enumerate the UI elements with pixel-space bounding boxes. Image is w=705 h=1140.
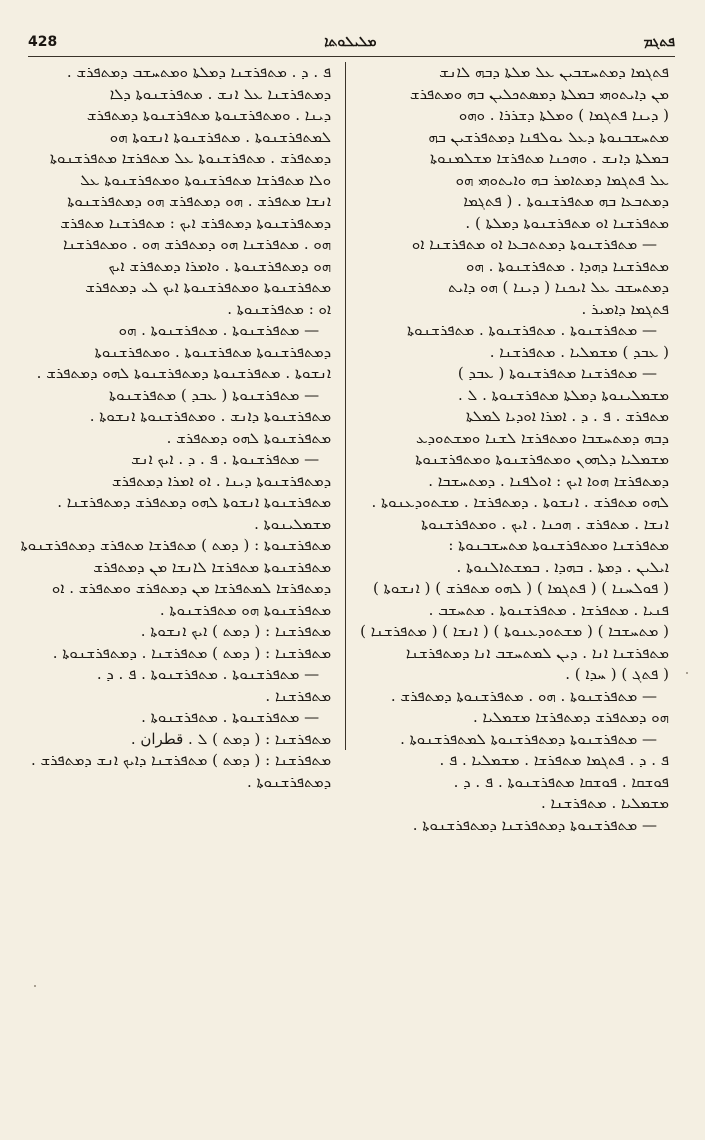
text-line: — ܡܬܦܪܫܢܘܬܐ . ܡܬܦܪܫܢܘܬܐ . ܗܘ (118, 321, 320, 339)
text-line: ( ܥܒܕ ) ܡܫܡܠܝܐ . ܡܬܦܪܫܢܐ . (489, 342, 669, 361)
text-line: ܡܫܡܠܝܢܘܬܐ ܕܡܠܬܐ ܡܬܦܪܫܢܘܬܐ . ܠ . (458, 385, 669, 404)
text-line: — ܡܬܦܪܫܢܘܬܐ . ܗܘ . ܡܬܦܪܫܢܘܬܐ ܕܡܬܦܪܫ . (390, 686, 657, 705)
text-line: — ܡܬܦܪܫܢܘܬܐ . ܡܬܦܪܫܢܘܬܐ . ܦ . ܕ . (96, 665, 320, 683)
text-line: ܕܡܬܒܥܐ ܒܗ ܡܬܦܪܫܢܘܬܐ . ( ܦܬܓܡܐ (463, 192, 669, 210)
text-line: ܦܬܓܡܐ ܕܡܬܚܫܒܝܢ ܥܠ ܡܠܬܐ ܕܒܗ ܠܐܢܫ (439, 63, 669, 81)
text-line: ܕܡܬܦܪܫ . ܡܬܦܪܫܢܘܬܐ ܥܠ ܡܬܦܪܫܐ ܡܬܦܪܫܢܘܬܐ (49, 149, 332, 167)
text-line: ܡܬܦܪܫܢܘܬܐ ܗܘ ܡܬܦܪܫܢܘܬܐ . (159, 600, 332, 619)
text-line: ܦܢܝܐ . ܡܬܦܪܫܐ . ܡܬܦܪܫܢܘܬܐ . ܡܬܚܫܒ . (428, 600, 669, 619)
text-line: ܡܢ ܕܐܝܬܘܗܝ ܒܡܠܬܐ ܕܡܣܬܟܠܝܢ ܒܗ ܘܡܬܦܪܫ (409, 84, 669, 103)
text-line: ܡܬܦܪܫܢܐ : ( ܕܡܬ ) ܠ . قطران . (130, 729, 332, 748)
text-line: ܐܢܫܐ ܡܬܦܪܫ . ܗܘ ܕܡܬܦܪܫ ܗܘ ܕܡܬܦܪܫܢܘܬܐ (67, 192, 332, 210)
page-number: 428 (28, 34, 58, 50)
text-line: ܡܬܦܪܫܢܐ : ( ܕܡܬ ) ܐܝܟ ܐܢܫܘܬܐ . (140, 622, 332, 640)
text-line: ܡܫܡܠܝܐ . ܡܬܦܪܫܢܐ . (540, 794, 669, 812)
text-line: ܕܒܗ ܕܡܬܚܫܒܐ ܘܡܬܦܪܫܐ ܠܫܢܐ ܘܡܫܬܘܕܥ (416, 428, 669, 447)
text-line: ܠܡܬܦܪܫܢܘܬܐ . ܡܬܦܪܫܢܘܬܐ ܐܢܫܘܬܐ ܗܘ (109, 127, 332, 146)
page-header (28, 28, 675, 57)
running-title: ܡܠܝܠܘܬܐ (324, 34, 377, 50)
text-line: ܐܝܠܝܢ . ܕܡܬܐ . ܒܗܕܐ . ܒܡܫܬܐܠܢܘܬܐ . (456, 557, 669, 576)
text-line: ܕܡܬܦܪܫܢܘܬܐ ܕܝܢܐ . ܐܘ ܐܡܪܐ ܕܡܬܦܪܫ (111, 471, 332, 490)
left-column (7, 62, 346, 791)
text-line: ܕܡܬܚܫܒ ܥܠ ܐܝܟܢܐ ( ܕܝܢܐ ) ܗܘ ܕܐܝܬ (448, 278, 669, 296)
text-line: ܡܫܡܠܝܢܘܬܐ . (254, 514, 332, 533)
text-line: ( ܕܝܢܐ ܦܬܓܡܐ ) ܘܡܠܬܐ ܕܫܪܪܐ . ܘܗܘ (458, 106, 669, 124)
scan-speck (686, 672, 688, 674)
text-line: ܡܬܦܪܫܢܘܬܐ ܠܗܘ ܕܡܬܦܪܫ . (166, 428, 332, 447)
text-line: ܕܡܬܦܪܫܢܘܬܐ . (246, 772, 332, 791)
text-line: ܡܬܦܪܫܢܘܬܐ ܐܢܫܘܬܐ ܠܗܘ ܕܡܬܦܪܫ ܕܡܬܦܪܫܢܐ . (57, 493, 332, 511)
right-column (346, 62, 683, 834)
scan-speck (34, 985, 36, 987)
text-line: ܡܬܦܪܫܢܘܬܐ : ( ܕܡܬ ) ܡܬܦܪܫܐ ܡܬܦܪܫ ܕܡܬܦܪܫܢܘܬܐ (20, 536, 332, 554)
text-line: ܦܬܓܡܐ ܕܐܡܝܪ . (581, 299, 669, 318)
text-line: ܡܬܚܫܒܢܘܬܐ ܕܥܠ ܝܘܠܦܢܐ ܕܡܬܦܪܫܝܢ ܒܗ (428, 127, 669, 146)
text-line: ܡܬܦܪܫܢܐ : ( ܕܡܬ ) ܡܬܦܪܫܢܐ . ܕܡܬܦܪܫܢܘܬܐ . (52, 643, 332, 662)
text-line: ( ܦܘܠܚܢܐ ) ( ܦܬܓܡܐ ) ( ܠܗܘ ܡܬܦܪܫ ) ( ܐܢܫܘܬܐ ) (373, 579, 669, 597)
text-line: — ܡܬܦܪܫܢܘܬܐ . ܡܬܦܪܫܢܘܬܐ . ܡܬܦܪܫܢܘܬܐ (407, 321, 657, 339)
text-line: — ܡܬܦܪܫܢܘܬܐ . ܡܬܦܪܫܢܘܬܐ . (141, 708, 320, 726)
text-line: ܥܠ ܦܬܓܡܐ ܕܡܬܐܡܪ ܒܗ ܘܐܝܬܘܗܝ ܗܘ (455, 170, 669, 189)
two-column-body (20, 62, 683, 834)
text-line: ܐܘ : ܡܬܦܪܫܢܘܬܐ . (227, 299, 332, 318)
text-line: ܡܬܦܪܫܢܘܬܐ ܘܡܬܦܪܫܢܘܬܐ ܐܝܟ ܠܝ ܕܡܬܦܪܫ (85, 278, 332, 296)
text-line: — ܡܬܦܪܫܢܘܬܐ ( ܥܒܕ ) ܡܬܦܪܫܢܘܬܐ (108, 385, 320, 404)
text-line: ܡܬܦܪܫܢܐ ܐܢܐ . ܕܝܢ ܠܡܬܚܫܒ ܐܢܐ ܕܡܬܦܪܫܢܐ (405, 643, 669, 662)
text-line: ܡܬܦܪܫ . ܦ . ܕ . ܐܡܪܐ ܐܘܕܝܐ ܠܡܠܬܐ (465, 407, 669, 425)
text-line: ܗܘ ܕܡܬܦܪܫܢܘܬܐ . ܘܐܡܪܐ ܕܡܬܦܪܫ ܐܝܟ (108, 256, 332, 275)
text-line: ܐܢܫܘܬܐ . ܡܬܦܪܫܢܘܬܐ ܕܡܬܦܪܫܢܘܬܐ ܠܗܘ ܕܡܬܦܪܫ . (36, 364, 332, 382)
text-line: ܡܫܡܠܝܐ ܕܠܗܘܢ ܘܡܬܦܪܫܢܘܬܐ ܘܡܬܦܪܫܢܘܬܐ (415, 450, 669, 468)
text-line: ܡܬܦܪܫܢܐ ܐܘ ܡܬܦܪܫܢܘܬܐ ܕܡܠܬܐ ) . (465, 213, 669, 232)
text-line: — ܡܬܦܪܫܢܐ ܡܬܦܪܫܢܘܬܐ ( ܥܒܕ ) (457, 364, 657, 382)
text-line: ܗܘ ܕܡܬܦܪܫ ܕܡܬܦܪܫܐ ܡܫܡܠܝܐ . (473, 708, 669, 726)
text-line: ( ܦܬܓ ) ( ܚܕܐ ) . (565, 665, 669, 683)
text-line: — ܡܬܦܪܫܢܘܬܐ ܕܡܬܦܪܫܢܘܬܐ ܠܡܬܦܪܫܢܘܬܐ . (400, 729, 657, 748)
text-line: — ܡܬܦܪܫܢܘܬܐ ܕܡܬܦܪܫܢܐ ܕܡܬܦܪܫܢܘܬܐ . (412, 815, 657, 834)
text-line: ܡܬܦܪܫܢܘܬܐ ܡܬܦܪܫܐ ܠܐܢܫܐ ܡܢ ܕܡܬܦܪܫ (93, 557, 332, 576)
text-line: ܒܡܠܬܐ ܕܐܢܫ . ܘܗܟܢܐ ܡܬܦܪܫܐ ܡܫܠܡܢܘܬܐ (429, 149, 669, 167)
text-line: ܦ . ܕ . ܦܬܓܡܐ ܡܬܦܪܫܐ . ܡܫܡܠܝܐ . ܦ . (439, 751, 669, 769)
text-line: ܦ . ܕ . ܡܬܦܪܫܢܐ ܕܡܠܬܐ ܘܡܬܚܫܒ ܕܡܬܦܪܫ . (66, 63, 332, 81)
text-line: ܕܡܬܦܪܫܢܘܬܐ ܕܡܬܦܪܫ ܐܝܟ : ܡܬܦܪܫܢܐ ܡܬܦܪܫ (60, 213, 332, 232)
text-line: ܠܗܘ ܡܬܦܪܫ . ܐܢܫܘܬܐ . ܕܡܬܦܪܫܐ . ܡܫܬܘܕܥܢܘܬܐ . (371, 493, 669, 511)
blank-lower-margin (0, 760, 705, 1140)
text-line: ܡܬܦܪܫܢܘܬܐ ܕܐܢܫ . ܘܡܬܦܪܫܢܘܬܐ ܐܢܫܘܬܐ . (89, 407, 332, 425)
text-line: ܡܬܦܪܫܢܐ . (265, 686, 332, 705)
text-line: ܡܬܦܪܫܢܐ ܕܗܕܐ . ܡܬܦܪܫܢܘܬܐ . ܗܘ (466, 256, 669, 275)
section-title: ܦܬܓܡ (643, 34, 675, 50)
text-line: ܕܡܬܦܪܫܢܐ ܥܠ ܐܢܫ . ܡܬܦܪܫܢܘܬܐ ܕܠܐ (109, 84, 332, 103)
text-line: ܦܘܫܩܐ . ܦܘܫܩܐ ܡܬܦܪܫܢܘܬܐ . ܦ . ܕ . (453, 772, 669, 791)
text-line: ܡܬܦܪܫܢܐ ܘܡܬܦܪܫܢܘܬܐ ܡܬܚܫܒܢܘܬܐ : (448, 536, 669, 554)
text-line: ܕܡܬܦܪܫܐ ܠܡܬܦܪܫܐ ܡܢ ܕܡܬܦܪܫ ܘܡܬܦܪܫ . ܐܘ (51, 579, 332, 597)
text-line: ܡܬܦܪܫܢܐ : ( ܕܡܬ ) ܡܬܦܪܫܢܐ ܕܐܝܟ ܐܢܫ ܕܡܬܦܪܫ . (30, 751, 332, 769)
text-line: — ܡܬܦܪܫܢܘܬܐ . ܦ . ܕ . ܐܝܟ ܐܢܫ (131, 450, 320, 468)
text-line: ܐܢܫܐ . ܡܬܦܪܫ . ܗܟܢܐ . ܐܝܟ . ܘܡܬܦܪܫܢܘܬܐ (421, 514, 669, 533)
text-line: ܕܡܬܦܪܫܢܘܬܐ ܡܬܦܪܫܢܘܬܐ . ܘܡܬܦܪܫܢܘܬܐ (94, 342, 332, 361)
text-line: ܘܠܐ ܡܬܦܪܫܐ ܡܬܦܪܫܢܘܬܐ ܘܡܬܦܪܫܢܘܬܐ ܥܠ (80, 170, 332, 189)
text-line: ( ܡܬܚܫܒܐ ) ( ܡܫܬܘܕܥܢܘܬܐ ) ( ܐܢܫܐ ) ( ܡܬܦܪܫܢܐ ) (360, 622, 669, 640)
text-line: — ܡܬܦܪܫܢܘܬܐ ܕܡܬܬܒܥܐ ܐܘ ܡܬܦܪܫܢܐ ܐܘ (411, 235, 657, 253)
text-line: ܕܝܢܐ . ܘܡܬܦܪܫܢܘܬܐ ܡܬܦܪܫܢܘܬܐ ܕܡܬܦܪܫ (86, 106, 332, 124)
text-line: ܕܡܬܦܪܫܐ ܗܘܐ ܐܝܟ : ܐܘܠܦܢܐ . ܕܡܬܚܫܒܐ . (428, 471, 669, 490)
text-line: ܗܘ . ܡܬܦܪܫܢܐ ܗܘ ܕܡܬܦܪܫ ܗܘ . ܘܡܬܦܪܫܢܐ (62, 235, 332, 253)
